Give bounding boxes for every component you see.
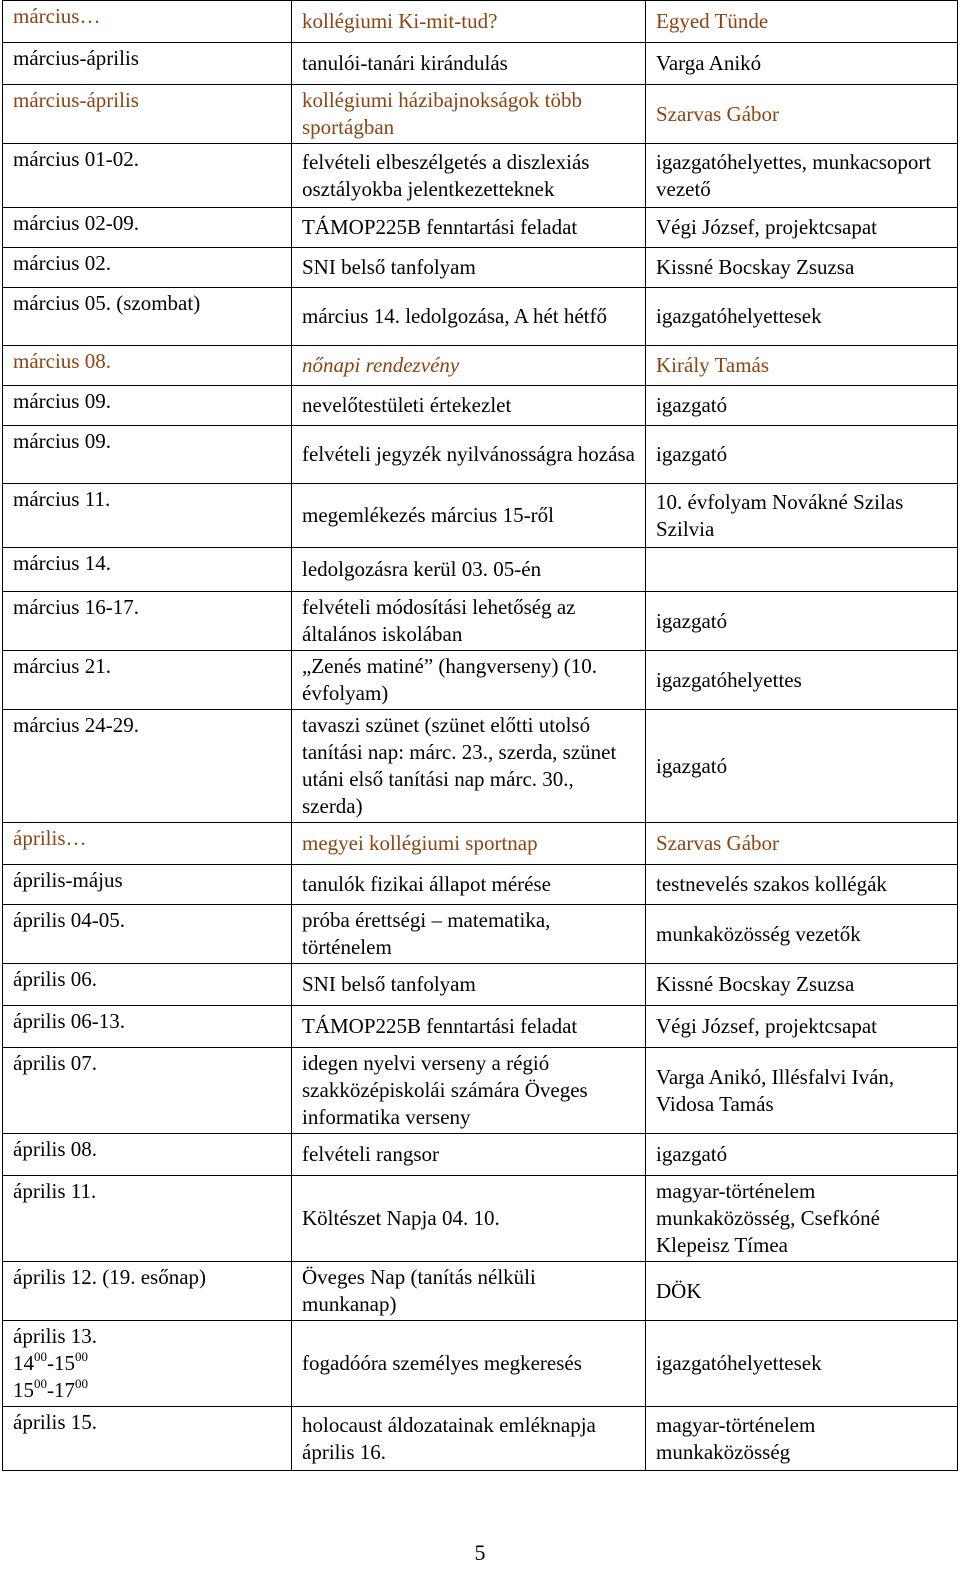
- date-cell: [3, 43, 292, 85]
- time-minutes: 00: [75, 1349, 88, 1364]
- event-cell: megyei kollégiumi sportnap: [292, 823, 646, 865]
- event-cell: felvételi módosítási lehetőség az általános iskolában: [292, 592, 646, 651]
- event-cell: tavaszi szünet (szünet előtti utolsó tanítási nap: márc. 23., szerda, szünet utáni első tanítási nap márc. 30., szerda): [292, 710, 646, 823]
- schedule-row: [3, 651, 958, 710]
- date-text: március 01-02.: [13, 147, 139, 171]
- schedule-row: [3, 288, 958, 346]
- schedule-row: [3, 592, 958, 651]
- schedule-row: [3, 1, 958, 43]
- time-minutes: 00: [34, 1349, 47, 1364]
- schedule-row: [3, 548, 958, 592]
- date-text: április 11.: [13, 1179, 97, 1203]
- event-cell: SNI belső tanfolyam: [292, 248, 646, 288]
- date-text: március 05. (szombat): [13, 291, 201, 315]
- event-cell: „Zenés matiné” (hangverseny) (10. évfolyam): [292, 651, 646, 710]
- event-cell: felvételi elbeszélgetés a diszlexiás osztályokba jelentkezetteknek: [292, 144, 646, 208]
- date-cell: [3, 1134, 292, 1176]
- date-text: március 11.: [13, 487, 111, 511]
- date-text: március-április: [13, 46, 139, 70]
- date-cell: [3, 823, 292, 865]
- responsible-cell: Varga Anikó, Illésfalvi Iván, Vidosa Tamás: [646, 1048, 958, 1134]
- date-text: április 12. (19. esőnap): [13, 1265, 207, 1289]
- responsible-cell: Végi József, projektcsapat: [646, 208, 958, 248]
- schedule-row: [3, 346, 958, 386]
- date-text: április 08.: [13, 1137, 97, 1161]
- schedule-row: [3, 248, 958, 288]
- schedule-row: [3, 208, 958, 248]
- event-cell: kollégiumi Ki-mit-tud?: [292, 1, 646, 43]
- schedule-row: [3, 484, 958, 548]
- responsible-cell: igazgatóhelyettesek: [646, 288, 958, 346]
- date-text: március-április: [13, 88, 139, 112]
- time-minutes: 00: [75, 1376, 88, 1391]
- event-cell: nevelőtestületi értekezlet: [292, 386, 646, 426]
- date-cell: [3, 651, 292, 710]
- date-cell: [3, 865, 292, 905]
- date-cell: [3, 484, 292, 548]
- schedule-row: [3, 823, 958, 865]
- schedule-body: [3, 1, 958, 1471]
- event-cell: nőnapi rendezvény: [292, 346, 646, 386]
- event-cell: kollégiumi házibajnokságok több sportágban: [292, 85, 646, 144]
- responsible-cell: igazgató: [646, 592, 958, 651]
- date-cell: [3, 85, 292, 144]
- event-cell: Költészet Napja 04. 10.: [292, 1176, 646, 1262]
- date-text: április 13.: [13, 1324, 97, 1348]
- date-cell: [3, 1262, 292, 1321]
- schedule-row: [3, 1048, 958, 1134]
- date-text: március 08.: [13, 349, 111, 373]
- event-cell: március 14. ledolgozása, A hét hétfő: [292, 288, 646, 346]
- date-text: március 24-29.: [13, 713, 139, 737]
- responsible-cell: Kissné Bocskay Zsuzsa: [646, 248, 958, 288]
- responsible-cell: munkaközösség vezetők: [646, 905, 958, 964]
- date-text: március 16-17.: [13, 595, 139, 619]
- event-cell: TÁMOP225B fenntartási feladat: [292, 208, 646, 248]
- date-text: április…: [13, 826, 87, 850]
- responsible-cell: igazgatóhelyettes, munkacsoport vezető: [646, 144, 958, 208]
- event-cell: ledolgozásra kerül 03. 05-én: [292, 548, 646, 592]
- event-cell: SNI belső tanfolyam: [292, 964, 646, 1006]
- date-cell: [3, 426, 292, 484]
- schedule-row: [3, 85, 958, 144]
- date-text: április 06-13.: [13, 1009, 125, 1033]
- date-cell: [3, 144, 292, 208]
- responsible-cell: Szarvas Gábor: [646, 823, 958, 865]
- date-cell: [3, 288, 292, 346]
- event-cell: fogadóóra személyes megkeresés: [292, 1321, 646, 1407]
- event-cell: idegen nyelvi verseny a régió szakközépiskolái számára Öveges informatika verseny: [292, 1048, 646, 1134]
- event-cell: tanulói-tanári kirándulás: [292, 43, 646, 85]
- date-text: április 07.: [13, 1051, 97, 1075]
- event-cell: felvételi rangsor: [292, 1134, 646, 1176]
- responsible-cell: DÖK: [646, 1262, 958, 1321]
- responsible-cell: igazgatóhelyettes: [646, 651, 958, 710]
- schedule-row: [3, 865, 958, 905]
- date-text: április-május: [13, 868, 123, 892]
- date-text: április 15.: [13, 1410, 97, 1434]
- responsible-cell: igazgató: [646, 426, 958, 484]
- responsible-cell: Egyed Tünde: [646, 1, 958, 43]
- date-cell: [3, 964, 292, 1006]
- date-cell: [3, 248, 292, 288]
- date-cell: [3, 346, 292, 386]
- responsible-cell: 10. évfolyam Novákné Szilas Szilvia: [646, 484, 958, 548]
- schedule-table: [2, 0, 958, 1471]
- event-cell: megemlékezés március 15-ről: [292, 484, 646, 548]
- responsible-cell: igazgatóhelyettesek: [646, 1321, 958, 1407]
- date-cell: [3, 1176, 292, 1262]
- date-text: március 02.: [13, 251, 111, 275]
- date-cell: [3, 592, 292, 651]
- responsible-cell: igazgató: [646, 1134, 958, 1176]
- responsible-cell: Varga Anikó: [646, 43, 958, 85]
- date-cell: [3, 905, 292, 964]
- date-cell: [3, 1, 292, 43]
- schedule-row: [3, 1262, 958, 1321]
- responsible-cell: Szarvas Gábor: [646, 85, 958, 144]
- schedule-row: [3, 144, 958, 208]
- responsible-cell: igazgató: [646, 710, 958, 823]
- responsible-cell: Kissné Bocskay Zsuzsa: [646, 964, 958, 1006]
- event-cell: tanulók fizikai állapot mérése: [292, 865, 646, 905]
- schedule-row: [3, 386, 958, 426]
- date-cell: [3, 1407, 292, 1471]
- time-hours: 15: [54, 1351, 75, 1375]
- schedule-row: [3, 1176, 958, 1262]
- schedule-row: [3, 1134, 958, 1176]
- time-hours: 17: [54, 1378, 75, 1402]
- responsible-cell: Király Tamás: [646, 346, 958, 386]
- date-text: április 04-05.: [13, 908, 125, 932]
- responsible-cell: magyar-történelem munkaközösség: [646, 1407, 958, 1471]
- time-hours: 15: [13, 1378, 34, 1402]
- date-text: március 14.: [13, 551, 111, 575]
- schedule-row: [3, 1006, 958, 1048]
- date-text: március 09.: [13, 389, 111, 413]
- schedule-row: [3, 1407, 958, 1471]
- schedule-row: [3, 710, 958, 823]
- event-cell: TÁMOP225B fenntartási feladat: [292, 1006, 646, 1048]
- time-range: $14^{00}-15^{00}$: [13, 1349, 88, 1375]
- date-cell: [3, 386, 292, 426]
- date-text: március…: [13, 4, 101, 28]
- event-cell: próba érettségi – matematika, történelem: [292, 905, 646, 964]
- responsible-cell: Végi József, projektcsapat: [646, 1006, 958, 1048]
- event-cell: holocaust áldozatainak emléknapja április 16.: [292, 1407, 646, 1471]
- time-range: $15^{00}-17^{00}$: [13, 1376, 88, 1402]
- date-cell: [3, 1006, 292, 1048]
- date-cell: [3, 710, 292, 823]
- schedule-row: [3, 426, 958, 484]
- event-cell: Öveges Nap (tanítás nélküli munkanap): [292, 1262, 646, 1321]
- responsible-cell: igazgató: [646, 386, 958, 426]
- responsible-cell: [646, 548, 958, 592]
- page-number: 5: [474, 1540, 486, 1565]
- time-minutes: 00: [34, 1376, 47, 1391]
- time-hours: 14: [13, 1351, 34, 1375]
- schedule-row: [3, 1321, 958, 1407]
- date-cell: [3, 1321, 292, 1407]
- date-cell: [3, 548, 292, 592]
- responsible-cell: testnevelés szakos kollégák: [646, 865, 958, 905]
- schedule-row: [3, 964, 958, 1006]
- date-cell: [3, 208, 292, 248]
- date-text: április 06.: [13, 967, 97, 991]
- date-text: március 02-09.: [13, 211, 139, 235]
- schedule-row: [3, 905, 958, 964]
- event-cell: felvételi jegyzék nyilvánosságra hozása: [292, 426, 646, 484]
- date-text: március 21.: [13, 654, 111, 678]
- schedule-row: [3, 43, 958, 85]
- responsible-cell: magyar-történelem munkaközösség, Csefkóné Klepeisz Tímea: [646, 1176, 958, 1262]
- date-cell: [3, 1048, 292, 1134]
- date-text: március 09.: [13, 429, 111, 453]
